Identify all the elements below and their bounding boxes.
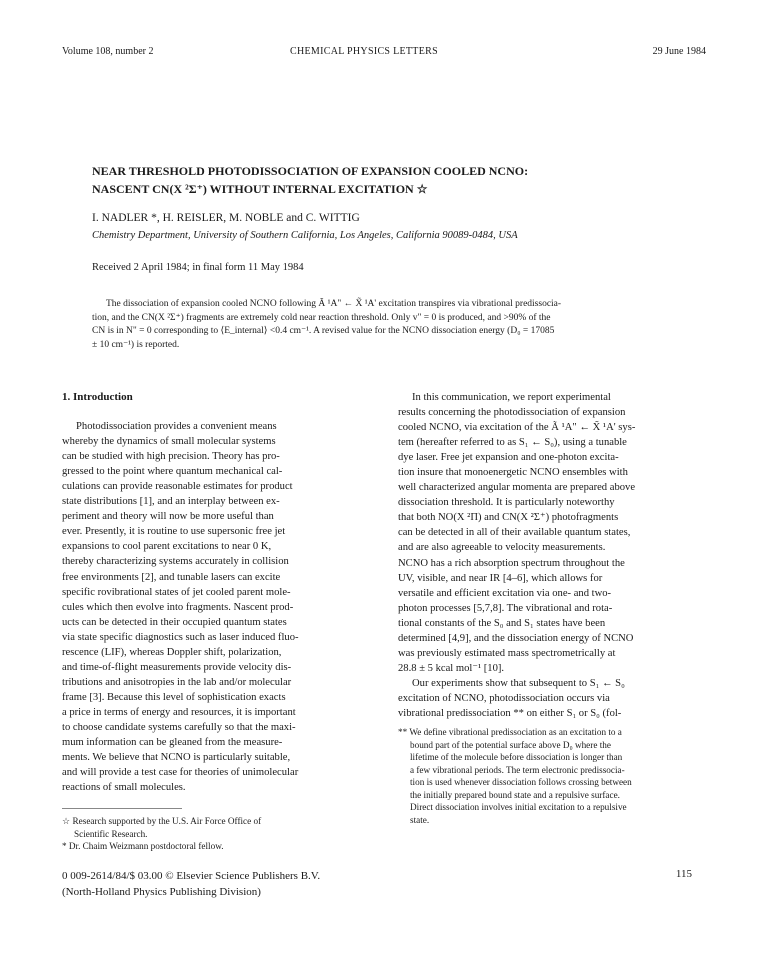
text-line: a price in terms of energy and resources, it is important: [62, 706, 296, 718]
text-line: 28.8 ± 5 kcal mol⁻¹ [10].: [398, 662, 505, 674]
text-line: photon processes [5,7,8]. The vibrational and rota-: [398, 602, 613, 614]
text-line: periment and theory will now be more useful than: [62, 511, 274, 523]
text-line: UV, visible, and near IR [4–6], which allows for: [398, 572, 603, 584]
text-line: that both NO(X ²Π) and CN(X ²Σ⁺) photofragments: [398, 512, 619, 524]
text-line: results concerning the photodissociation of expansion: [398, 407, 626, 419]
text-line: culations can provide reasonable estimates for product: [62, 481, 293, 493]
footnote: ** We define vibrational predissociation as an excitation to a: [398, 727, 622, 737]
footnote: lifetime of the molecule before dissociation is longer than: [410, 752, 623, 762]
text-line: free environments [2], and tunable lasers can excite: [62, 571, 281, 583]
text-line: ever. Presently, it is routine to use supersonic free jet: [62, 526, 286, 538]
text-line: NCNO has a rich absorption spectrum throughout the: [398, 557, 625, 569]
text-line: tional constants of the S₀ and S₁ states have been: [398, 617, 606, 629]
text-line: specific rovibrational states of jet cooled parent mole-: [62, 586, 291, 598]
text-line: reactions of small molecules.: [62, 782, 186, 794]
received-date: Received 2 April 1984; in final form 11 May 1984: [92, 262, 304, 273]
division-line: (North-Holland Physics Publishing Division): [62, 886, 261, 898]
affiliation: Chemistry Department, University of Southern California, Los Angeles, California 90089-0484, USA: [92, 230, 518, 241]
footnote: tion is used whenever dissociation follows crossing between: [410, 777, 632, 787]
footnote: the initially prepared bound state and a repulsive surface.: [410, 789, 620, 800]
text-line: In this communication, we report experimental: [412, 392, 611, 403]
text-line: was previously estimated mass spectrometrically at: [398, 647, 616, 659]
right-footnotes: [398, 726, 698, 826]
footnote: Scientific Research.: [74, 828, 148, 839]
footnote-rule: [62, 808, 182, 809]
text-line: dissociation threshold. It is particularly noteworthy: [398, 497, 615, 509]
authors: I. NADLER *, H. REISLER, M. NOBLE and C. WITTIG: [92, 212, 360, 224]
text-line: rescence (LIF), whereas Doppler shift, polarization,: [62, 646, 282, 658]
abstract: [92, 298, 682, 352]
text-line: excitation of NCNO, photodissociation occurs via: [398, 692, 610, 704]
abstract-line: ± 10 cm⁻¹) is reported.: [92, 339, 180, 350]
text-line: ucts can be detected in their occupied quantum states: [62, 616, 287, 628]
text-line: frame [3]. Because this level of sophistication exacts: [62, 691, 286, 703]
title-line: NEAR THRESHOLD PHOTODISSOCIATION OF EXPANSION COOLED NCNO:: [92, 164, 529, 178]
footnote: state.: [410, 814, 430, 825]
running-header-volume: Volume 108, number 2: [62, 46, 154, 57]
footnote: ☆ Research supported by the U.S. Air Force Office of: [62, 816, 262, 826]
text-line: tem (hereafter referred to as S₁ ← S₀), using a tunable: [398, 437, 627, 449]
text-line: versatile and efficient excitation via one- and two-: [398, 587, 612, 599]
text-line: whereby the dynamics of small molecular systems: [62, 436, 276, 448]
text-line: Photodissociation provides a convenient means: [76, 421, 277, 433]
text-line: thereby characterizing systems accurately in collision: [62, 556, 289, 568]
footnote: Direct dissociation involves initial excitation to a repulsive: [410, 802, 627, 812]
left-footnotes: [62, 815, 261, 853]
text-line: expansions to cool parent excitations to near 0 K,: [62, 541, 272, 553]
text-line: can be detected in all of their available quantum states,: [398, 527, 631, 539]
running-header-date: 29 June 1984: [652, 46, 706, 57]
text-line: and time-of-flight measurements provide velocity dis-: [62, 661, 292, 673]
left-column: [62, 390, 374, 795]
abstract-line: The dissociation of expansion cooled NCNO following Ã ¹A" ← X̃ ¹A' excitation transpires via vibrational predissocia-: [106, 299, 562, 309]
page-number: 115: [675, 868, 692, 880]
text-line: determined [4,9], and the dissociation energy of NCNO: [398, 632, 634, 644]
text-line: and are also agreeable to velocity measurements.: [398, 542, 606, 554]
footnote: * Dr. Chaim Weizmann postdoctoral fellow.: [62, 841, 224, 851]
publisher-info: [62, 868, 320, 900]
text-line: vibrational predissociation ** on either S₁ or S₀ (fol-: [398, 707, 622, 719]
text-line: can be studied with high precision. Theory has pro-: [62, 451, 280, 463]
article-title: [92, 162, 692, 198]
text-line: cooled NCNO, via excitation of the Ã ¹A" ← X̃ ¹A' sys-: [398, 422, 636, 434]
text-line: well characterized angular momenta are prepared above: [398, 482, 636, 494]
text-line: cules which then evolve into fragments. Nascent prod-: [62, 601, 294, 613]
left-column-text: [62, 419, 374, 795]
text-line: ments. We believe that NCNO is particularly suitable,: [62, 752, 291, 764]
abstract-line: CN is in N" = 0 corresponding to ⟨E_internal⟩ <0.4 cm⁻¹. A revised value for the NCNO dissociation energy (D₀ = 17085: [92, 326, 555, 336]
text-line: tributions and anisotropies in the lab and/or molecular: [62, 676, 292, 688]
text-line: gressed to the point where quantum mechanical cal-: [62, 466, 283, 478]
text-line: via state specific diagnostics such as laser induced fluo-: [62, 631, 299, 643]
footnote: a few vibrational periods. The term electronic predissocia-: [410, 764, 625, 775]
title-line: NASCENT CN(X ²Σ⁺) WITHOUT INTERNAL EXCITATION ☆: [92, 182, 428, 196]
copyright-line: 0 009-2614/84/$ 03.00 © Elsevier Science Publishers B.V.: [62, 870, 321, 882]
section-heading: 1. Introduction: [62, 391, 133, 403]
running-header-journal: CHEMICAL PHYSICS LETTERS: [290, 46, 438, 57]
text-line: Our experiments show that subsequent to S₁ ← S₀: [412, 677, 625, 689]
text-line: mum information can be gleaned from the measure-: [62, 737, 283, 749]
text-line: state distributions [1], and an interplay between ex-: [62, 496, 280, 508]
right-column: [398, 390, 710, 721]
abstract-line: tion, and the CN(X ²Σ⁺) fragments are extremely cold near reaction threshold. Only v" = 0 is produced, and >90% of the: [92, 312, 551, 323]
text-line: to choose candidate systems carefully so that the maxi-: [62, 721, 296, 733]
right-column-text: [398, 390, 710, 721]
text-line: dye laser. Free jet expansion and one-photon excita-: [398, 452, 619, 464]
text-line: and will provide a test case for theories of unimolecular: [62, 767, 299, 779]
footnote: bound part of the potential surface above D₀ where the: [410, 739, 611, 750]
text-line: tion insure that monoenergetic NCNO ensembles with: [398, 467, 628, 479]
